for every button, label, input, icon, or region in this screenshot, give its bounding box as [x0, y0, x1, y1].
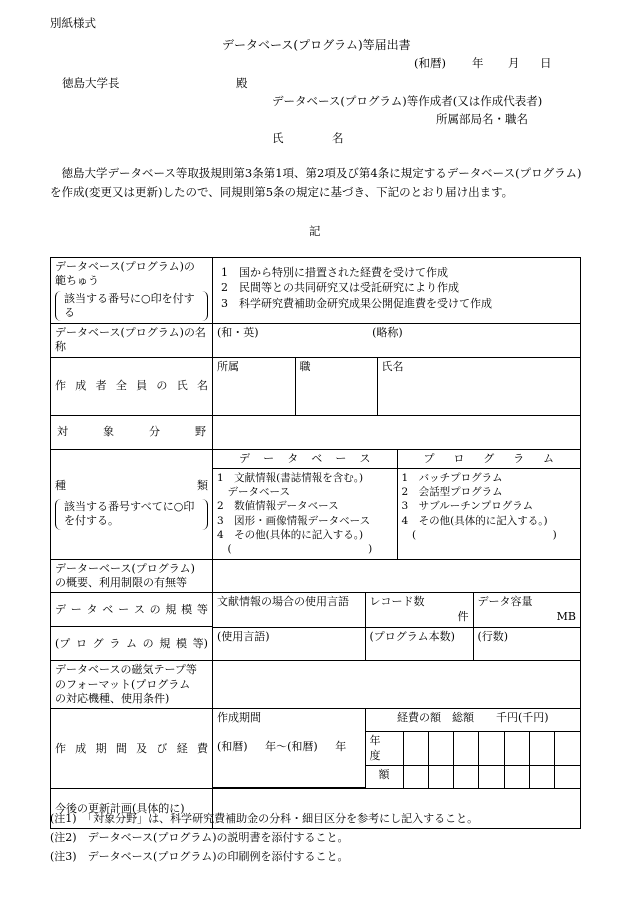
dh1: ー — [263, 451, 275, 465]
field-label-spread — [55, 425, 208, 439]
sd3: ベ — [102, 602, 114, 616]
db-item-4[interactable]: 4 その他(具体的に記入する。) — [217, 528, 364, 541]
creator-label: データベース(プログラム)等作成者(又は作成代表者) — [272, 94, 543, 108]
row-format — [51, 661, 581, 709]
creators-col-position[interactable]: 職 — [295, 358, 377, 415]
scope-label-line1: データベース(プログラム)の — [55, 260, 195, 273]
scope-instruction: 該当する番号に○印を付する — [55, 291, 208, 322]
name-label-2: 名 — [332, 131, 344, 145]
scale-prog-label — [51, 627, 213, 661]
amount-5[interactable] — [504, 765, 529, 788]
year-6[interactable] — [529, 732, 554, 766]
period-title: 作成期間 — [217, 711, 261, 725]
creators-label-spread — [55, 379, 208, 393]
db-name-field[interactable] — [213, 324, 581, 358]
type-instruction: 該当する番号すべてに○印を付する。 — [55, 499, 208, 530]
type-db-header-spread — [217, 452, 393, 466]
note-2: (注2) データベース(プログラム)の説明書を添付すること。 — [50, 830, 349, 844]
type-prog-header — [397, 450, 580, 469]
cost-amount-label: 額 — [365, 765, 403, 788]
sp2: グ — [92, 636, 104, 650]
dh4: ー — [335, 451, 347, 465]
prog-item-2[interactable]: 2 会話型プログラム — [401, 486, 503, 499]
scope-options — [213, 258, 581, 324]
cl5: の — [156, 379, 168, 393]
scale-db-spread — [55, 603, 208, 617]
sd6: の — [149, 602, 161, 616]
sd5: ス — [133, 602, 145, 616]
scope-label-line2: 範ちゅう — [55, 274, 99, 288]
row-creators — [51, 357, 581, 415]
date-era: (和暦) — [414, 56, 446, 70]
overview-input[interactable] — [213, 559, 581, 593]
cl3: 全 — [115, 379, 127, 393]
format-line3: の対応機種、使用条件) — [55, 691, 170, 705]
row-overview — [51, 559, 581, 593]
cl2: 者 — [95, 379, 107, 393]
cl1: 成 — [75, 379, 87, 393]
sd4: ー — [118, 602, 130, 616]
pl7: 費 — [196, 741, 208, 755]
scale-size-label: データ容量 — [477, 595, 533, 609]
format-input[interactable] — [213, 661, 581, 709]
fl2: 分 — [149, 425, 160, 439]
scope-option-2: 2 民間等との共同研究又は受託研究により作成 — [221, 281, 459, 295]
row-period — [51, 709, 581, 789]
period-mid: 年～(和暦) — [265, 739, 318, 753]
ph4: ム — [543, 451, 554, 465]
sd2: タ — [86, 602, 98, 616]
fl3: 野 — [195, 425, 206, 439]
scale-record-unit: 件 — [457, 609, 469, 623]
period-era-start: (和暦) — [217, 739, 248, 753]
amount-7[interactable] — [555, 765, 580, 788]
field-label — [51, 415, 213, 449]
date-month: 月 — [508, 56, 520, 70]
ph2: グ — [483, 451, 495, 465]
prog-item-1[interactable]: 1 バッチプログラム — [401, 472, 503, 485]
type-db-header — [213, 450, 397, 469]
sp5: の — [142, 636, 154, 650]
sp1: ロ — [75, 636, 87, 650]
sd1: ー — [70, 602, 82, 616]
sd8: 模 — [181, 602, 193, 616]
affiliation-label: 所属部局名・職名 — [436, 112, 528, 126]
year-4[interactable] — [479, 732, 504, 766]
sd9: 等 — [196, 602, 208, 616]
scope-option-1: 1 国から特別に措置された経費を受けて作成 — [221, 266, 448, 279]
form-title: データベース(プログラム)等届出書 — [222, 38, 411, 52]
row-scope — [51, 258, 581, 324]
row-type — [51, 449, 581, 559]
db-item-1b: データベース — [217, 486, 290, 499]
sd7: 規 — [165, 602, 177, 616]
period-cell[interactable] — [213, 709, 365, 788]
sp6: 規 — [159, 636, 171, 650]
db-item-2[interactable]: 2 数値情報データベース — [217, 500, 339, 513]
prog-item-4-other[interactable]: ( ) — [401, 528, 557, 541]
scale-size[interactable] — [473, 593, 580, 627]
note-3: (注3) データベース(プログラム)の印刷例を添付すること。 — [50, 849, 349, 863]
type-prog-header-spread — [402, 452, 577, 466]
ph1: ロ — [453, 451, 465, 465]
sp7: 模 — [176, 636, 187, 650]
cl6: 氏 — [176, 379, 188, 393]
amount-4[interactable] — [479, 765, 504, 788]
note-1: (注1) 「対象分野」は、科学研究費補助金の分科・細目区分を参考にし記入すること。 — [50, 812, 479, 825]
db-item-1[interactable]: 1 文献情報(書誌情報を含む。) — [217, 472, 364, 485]
pl2: 期 — [95, 741, 107, 755]
period-inner — [213, 709, 580, 788]
period-label — [51, 709, 213, 789]
fl0: 対 — [57, 425, 68, 439]
cost-year-label: 年 度 — [365, 732, 403, 766]
name-label-1: 氏 — [272, 131, 284, 145]
row-field — [51, 415, 581, 449]
creators-inner — [213, 358, 580, 415]
amount-2[interactable] — [428, 765, 453, 788]
fl1: 象 — [103, 425, 114, 439]
ki-mark: 記 — [309, 224, 321, 238]
year-3[interactable] — [454, 732, 479, 766]
db-item-4-other[interactable]: ( ) — [217, 542, 373, 555]
creators-label — [51, 357, 213, 415]
period-grid — [213, 709, 581, 789]
scale-db-label — [51, 593, 213, 627]
dh5: ス — [359, 451, 371, 465]
overview-line2: の概要、利用制限の有無等 — [55, 576, 187, 590]
dh0: デ — [239, 451, 250, 465]
addressee: 徳島大学長 — [62, 76, 120, 90]
amount-6[interactable] — [529, 765, 554, 788]
sp8: 等) — [192, 636, 208, 650]
pl1: 成 — [75, 741, 87, 755]
period-end: 年 — [335, 739, 347, 753]
type-inner — [213, 450, 580, 559]
pl4: 及 — [136, 741, 148, 755]
pl5: び — [156, 741, 168, 755]
overview-line1: データーベース(プログラム) — [55, 561, 195, 575]
type-label — [51, 449, 213, 559]
cl4: 員 — [136, 379, 148, 393]
scale-lang-doc-text: 文献情報の場合の使用言語 — [217, 595, 349, 609]
scale-prog-count[interactable]: (プログラム本数) — [365, 627, 473, 660]
prog-item-4[interactable]: 4 その他(具体的に記入する。) — [401, 514, 548, 527]
dh3: ベ — [311, 451, 323, 465]
scale-prog-spread — [55, 637, 208, 651]
db-name-abbrev: (略称) — [372, 326, 403, 340]
field-input[interactable] — [213, 415, 581, 449]
year-5[interactable] — [504, 732, 529, 766]
type-prog-items — [397, 469, 580, 559]
type-label-left: 種 — [55, 478, 66, 492]
dh2: タ — [287, 451, 299, 465]
row-db-name — [51, 324, 581, 358]
pl0: 作 — [55, 741, 66, 755]
prog-item-3[interactable]: 3 サブルーチンプログラム — [401, 500, 534, 513]
type-db-items — [213, 469, 397, 559]
ph0: プ — [423, 451, 435, 465]
db-item-3[interactable]: 3 図形・画像情報データベース — [217, 514, 371, 527]
cost-header: 経費の額 総額 千円(千円) — [365, 709, 580, 732]
creators-col-affiliation[interactable]: 所属 — [213, 358, 295, 415]
date-year: 年 — [472, 56, 484, 70]
pl3: 間 — [115, 741, 127, 755]
year-2[interactable] — [428, 732, 453, 766]
cl0: 作 — [55, 379, 66, 393]
date-day: 日 — [540, 56, 552, 70]
scope-label — [51, 258, 213, 324]
type-label-spread — [55, 479, 208, 493]
sp0: (プ — [55, 636, 71, 650]
amount-3[interactable] — [454, 765, 479, 788]
application-table — [50, 257, 581, 829]
format-label — [51, 661, 213, 709]
type-label-right: 類 — [197, 478, 208, 492]
scale-line-count[interactable]: (行数) — [473, 627, 580, 660]
row-scale-db — [51, 593, 581, 627]
period-label-spread — [55, 742, 208, 756]
form-label: 別紙様式 — [50, 16, 96, 30]
db-name-wa-ei: (和・英) — [217, 326, 259, 340]
future-label: 今後の更新計画(具体的に) — [51, 789, 213, 829]
body-text: 徳島大学データベース等取扱規則第3条第1項、第2項及び第4条に規定するデータベース(プログラム)を作成(変更又は更新)したので、同規則第5条の規定に基づき、下記のとおり届け出ます。 — [50, 166, 582, 199]
creators-col-name[interactable]: 氏名 — [377, 358, 580, 415]
format-line1: データベースの磁気テープ等 — [55, 663, 197, 677]
scope-option-3: 3 科学研究費補助金研究成果公開促進費を受けて作成 — [221, 296, 492, 310]
cl7: 名 — [196, 379, 208, 393]
honorific: 殿 — [236, 76, 248, 90]
ph3: ラ — [513, 451, 525, 465]
sp3: ラ — [109, 636, 121, 650]
format-line2: のフォーマット(プログラム — [55, 677, 191, 691]
amount-1[interactable] — [403, 765, 428, 788]
scale-inner — [213, 593, 580, 660]
pl6: 経 — [176, 741, 188, 755]
year-7[interactable] — [555, 732, 580, 766]
type-grid — [213, 449, 581, 559]
overview-label — [51, 559, 213, 593]
scale-record[interactable] — [365, 593, 473, 627]
scale-lang-used[interactable]: (使用言語) — [213, 627, 365, 660]
db-name-label: データベース(プログラム)の名称 — [51, 324, 213, 358]
scale-grid — [213, 593, 581, 661]
year-1[interactable] — [403, 732, 428, 766]
scale-lang-doc[interactable] — [213, 593, 365, 627]
creators-grid — [213, 357, 581, 415]
scale-size-unit: MB — [556, 609, 576, 623]
sd0: デ — [55, 602, 66, 616]
sp4: ム — [125, 636, 137, 650]
scale-record-label: レコード数 — [369, 595, 425, 609]
notes — [50, 810, 478, 867]
